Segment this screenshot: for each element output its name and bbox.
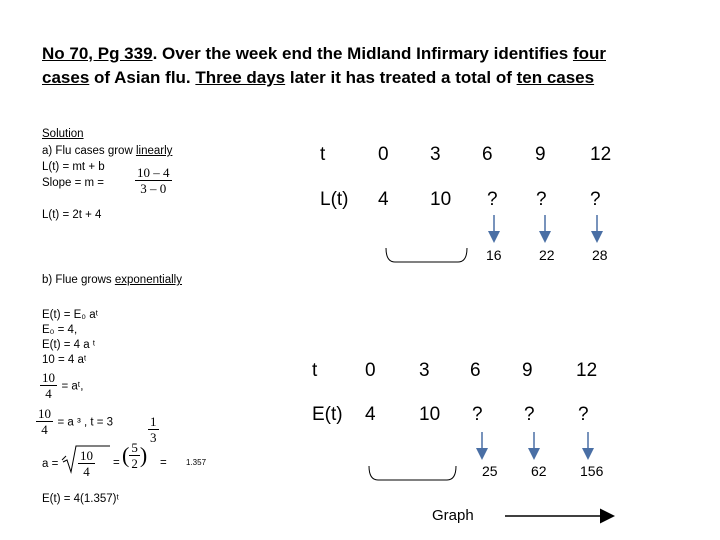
table1-t-12: 12: [590, 144, 612, 165]
table1-t-9: 9: [535, 144, 546, 165]
equals-3: =: [160, 457, 167, 469]
table2-t-0: 0: [365, 360, 376, 381]
title-cases: cases: [42, 68, 90, 87]
exp-result: E(t) = 4(1.357)ᵗ: [42, 493, 119, 505]
title-text2: of Asian flu.: [89, 68, 196, 87]
table2-e-0: 4: [365, 404, 376, 425]
title-ref: No 70, Pg 339: [42, 44, 153, 63]
table1-l-3: 10: [430, 189, 452, 210]
table1-t-0: 0: [378, 144, 389, 165]
frac1-den: 4: [45, 386, 52, 401]
table1-l-12: ?: [590, 189, 601, 210]
slope-label: Slope = m =: [42, 177, 105, 189]
slope-denominator: 3 – 0: [140, 181, 167, 196]
exp-frac-num: 1: [150, 414, 157, 429]
table1-ans-12: 28: [592, 247, 608, 263]
table2-e-3: 10: [419, 404, 441, 425]
table2-ans-12: 156: [580, 463, 604, 479]
radical-frac-den: 4: [83, 464, 90, 479]
frac2-text: = a ³ , t = 3: [57, 416, 114, 429]
frac1-text: = aᵗ,: [61, 380, 84, 393]
table2-t-12: 12: [576, 360, 598, 381]
table1-l-0: 4: [378, 189, 389, 210]
linear-model: L(t) = mt + b: [42, 161, 105, 173]
table2-arrows: [482, 432, 588, 457]
exp-model-sub: E(t) = 4 a ᵗ: [42, 339, 96, 351]
table2-ans-6: 25: [482, 463, 498, 479]
part-b-text: b) Flue grows: [42, 274, 115, 286]
a-equals: a =: [42, 458, 59, 470]
exp-model: E(t) = E₀ aᵗ: [42, 309, 99, 321]
table1-ans-6: 16: [486, 247, 502, 263]
right-paren: ): [139, 442, 148, 468]
exp-equation: 10 = 4 aᵗ: [42, 354, 87, 366]
table2-e-12: ?: [578, 404, 589, 425]
exponentially-word: exponentially: [114, 274, 182, 286]
title-text: . Over the week end the Midland Infirmary identifies: [152, 44, 573, 63]
equals-2: =: [113, 457, 120, 469]
solution-label: Solution: [42, 128, 84, 140]
table2-t-9: 9: [522, 360, 533, 381]
title-text3: later it has treated a total of: [285, 68, 517, 87]
table1-t-3: 3: [430, 144, 441, 165]
title-four: four: [572, 44, 606, 63]
table2-e-label: E(t): [312, 404, 343, 425]
frac2-den: 4: [41, 422, 48, 437]
linear-result: L(t) = 2t + 4: [42, 209, 102, 221]
exp-frac-den: 3: [150, 430, 157, 445]
table1-l-label: L(t): [320, 189, 349, 210]
linearly-word: linearly: [135, 145, 173, 157]
frac2-num: 10: [38, 406, 51, 421]
power-frac-num: 5: [131, 440, 138, 455]
table2-e-6: ?: [472, 404, 483, 425]
frac1-num: 10: [42, 370, 55, 385]
approx-value: 1.357: [186, 458, 207, 467]
table2-t-6: 6: [470, 360, 481, 381]
graph-label: Graph: [432, 507, 474, 524]
table1-l-6: ?: [487, 189, 498, 210]
table1-t-6: 6: [482, 144, 493, 165]
table2-bracket: [369, 466, 456, 480]
table2-t-3: 3: [419, 360, 430, 381]
table1-bracket: [386, 248, 467, 262]
table2-e-9: ?: [524, 404, 535, 425]
radical-frac: [78, 448, 95, 479]
left-paren: (: [122, 442, 130, 468]
table2-ans-9: 62: [531, 463, 547, 479]
table1-ans-9: 22: [539, 247, 555, 263]
radical-fraction: [78, 448, 95, 479]
table1-arrows: [494, 215, 597, 240]
part-a-text: a) Flu cases grow: [42, 145, 136, 157]
radical-frac-num: 10: [80, 448, 93, 463]
exp-initial: E₀ = 4,: [42, 324, 78, 336]
title-ten-cases: ten cases: [516, 68, 595, 87]
power-frac-den: 2: [131, 456, 138, 471]
slope-numerator: 10 – 4: [137, 165, 170, 180]
table1-l-9: ?: [536, 189, 547, 210]
table2-t-label: t: [312, 360, 318, 381]
title-three-days: Three days: [195, 68, 286, 87]
table1-t-label: t: [320, 144, 326, 165]
